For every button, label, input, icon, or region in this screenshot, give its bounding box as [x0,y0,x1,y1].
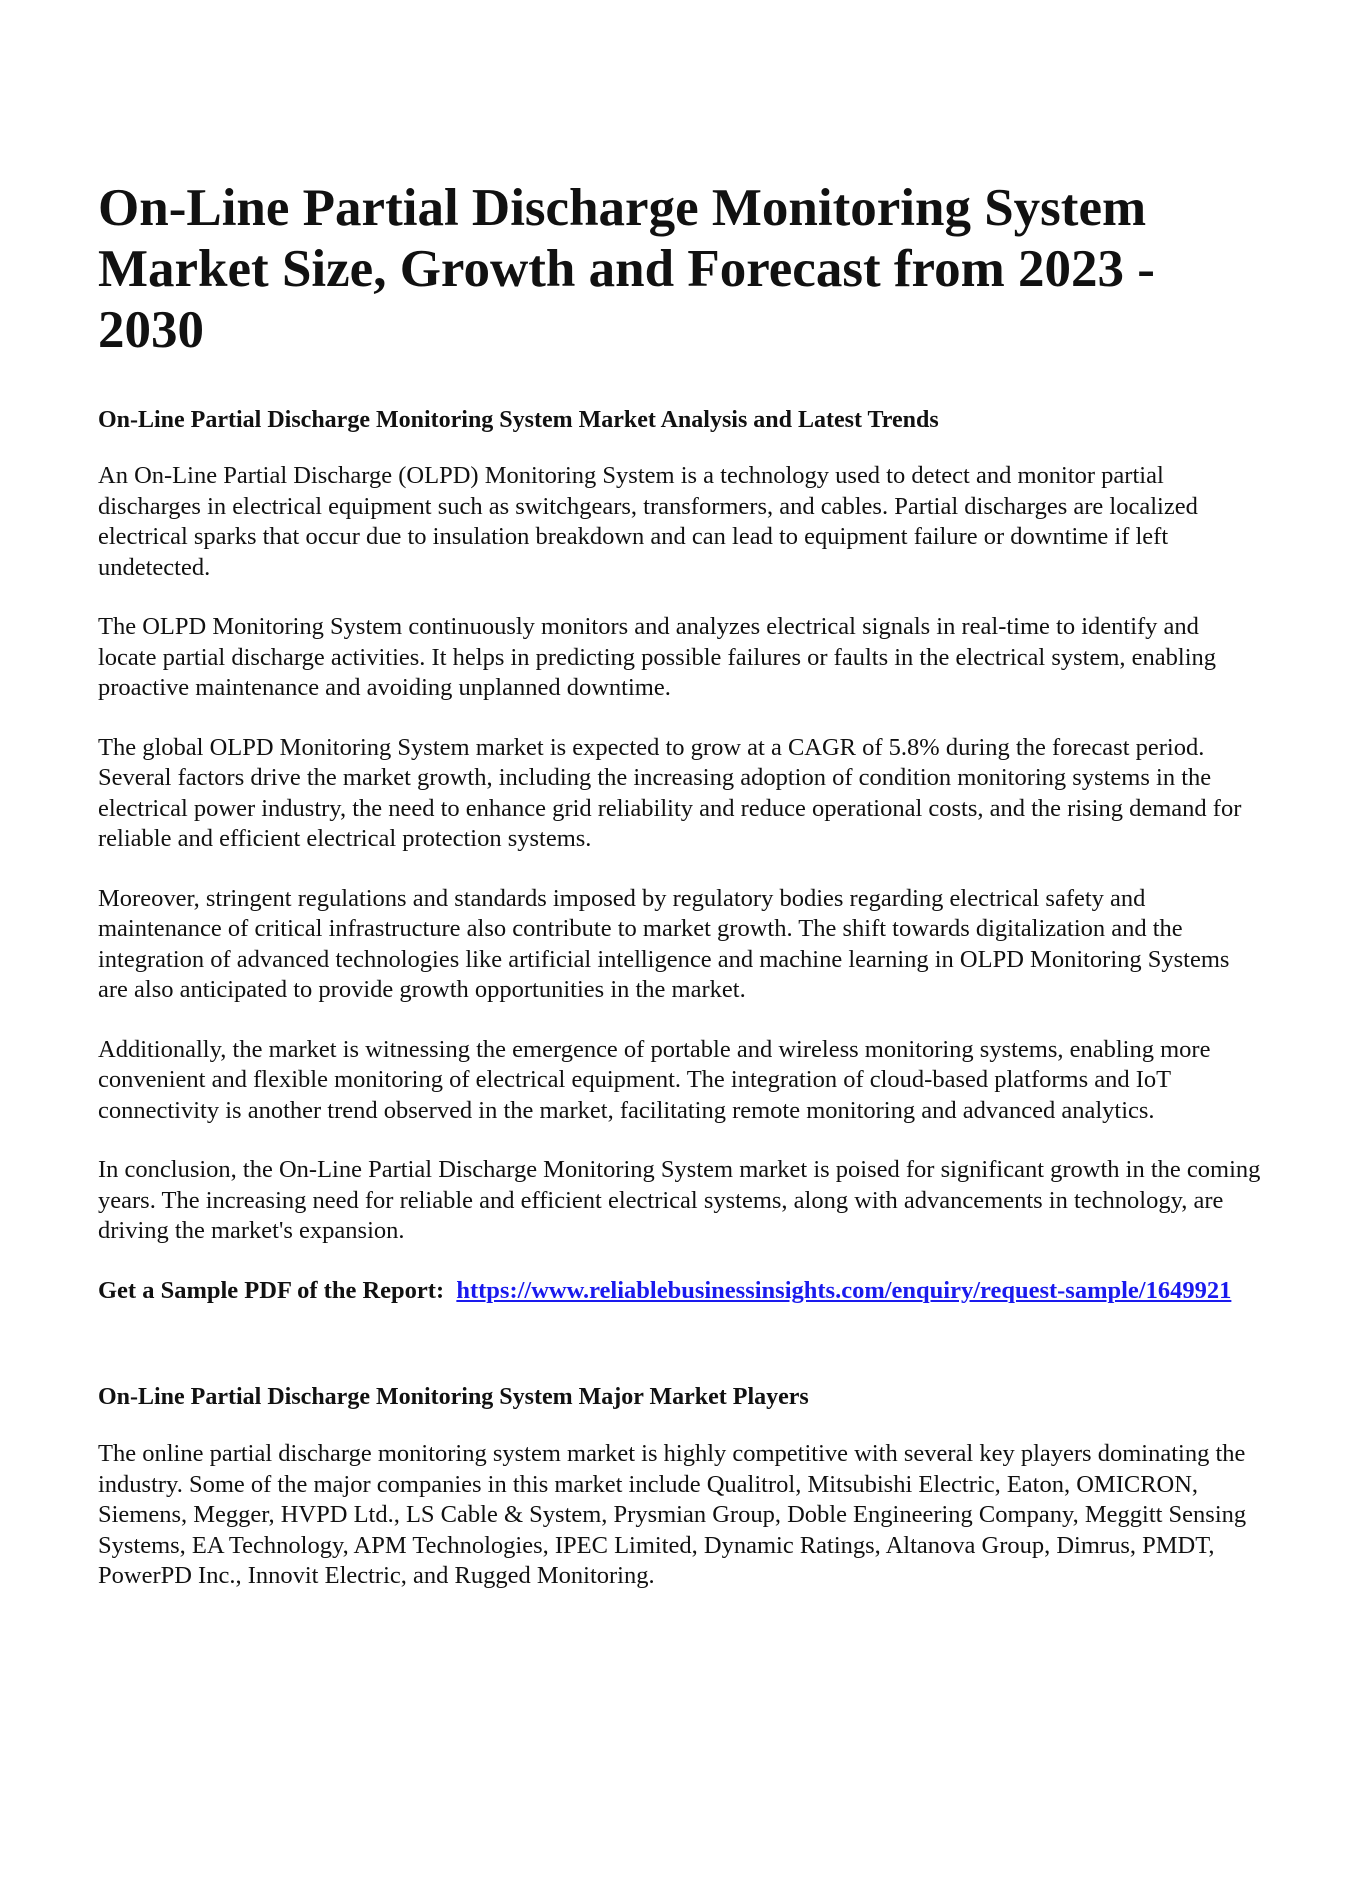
paragraph-olpd-function: The OLPD Monitoring System continuously monitors and analyzes electrical signals in real-time to identify and locate partial discharge activities. It helps in predicting possible failures or faults in the electrical system, enabling proactive maintenance and avoiding unplanned downtime. [98,613,1217,701]
paragraph-market-growth: The global OLPD Monitoring System market is expected to grow at a CAGR of 5.8% during the forecast period. Several factors drive the market growth, including the increasing adoption of condition monitoring systems in the electrical power industry, the need to enhance grid reliability and reduce operational costs, and the rising demand for reliable and efficient electrical protection systems. [98,733,1242,852]
paragraph-regulations: Moreover, stringent regulations and standards imposed by regulatory bodies regarding electrical safety and maintenance of critical infrastructure also contribute to market growth. The shift towards digitalization and the integration of advanced technologies like artificial intelligence and machine learning in OLPD Monitoring Systems are also anticipated to provide growth opportunities in the market. [98,884,1230,1003]
players-paragraph: The online partial discharge monitoring system market is highly competitive with several key players dominating the industry. Some of the major companies in this market include Qualitrol, Mitsubishi Electric, Eaton, OMICRON, Siemens, Megger, HVPD Ltd., LS Cable & System, Prysmian Group, Doble Engineering Company, Meggitt Sensing Systems, EA Technology, APM Technologies, IPEC Limited, Dynamic Ratings, Altanova Group, Dimrus, PMDT, PowerPD Inc., Innovit Electric, and Rugged Monitoring. [98,1440,1247,1589]
sample-request [98,1276,1263,1307]
sample-link[interactable]: https://www.reliablebusinessinsights.com/enquiry/request-sample/1649921 [456,1276,1232,1304]
document-title: On-Line Partial Discharge Monitoring System Market Size, Growth and Forecast from 2023 - 2030 [98,179,1155,359]
paragraph-olpd-definition: An On-Line Partial Discharge (OLPD) Monitoring System is a technology used to detect and monitor partial discharges in electrical equipment such as switchgears, transformers, and cables. Partial discharges are localized electrical sparks that occur due to insulation breakdown and can lead to equipment failure or downtime if left undetected. [98,462,1198,581]
analysis-heading: On-Line Partial Discharge Monitoring System Market Analysis and Latest Trends [98,407,939,433]
players-heading: On-Line Partial Discharge Monitoring System Major Market Players [98,1384,809,1410]
sample-label: Get a Sample PDF of the Report: [98,1276,445,1304]
paragraph-trends: Additionally, the market is witnessing the emergence of portable and wireless monitoring systems, enabling more convenient and flexible monitoring of electrical equipment. The integration of cloud-based platforms and IoT connectivity is another trend observed in the market, facilitating remote monitoring and advanced analytics. [98,1035,1211,1124]
paragraph-conclusion: In conclusion, the On-Line Partial Discharge Monitoring System market is poised for significant growth in the coming years. The increasing need for reliable and efficient electrical systems, along with advancements in technology, are driving the market's expansion. [98,1156,1261,1244]
document-page [98,178,1263,1621]
